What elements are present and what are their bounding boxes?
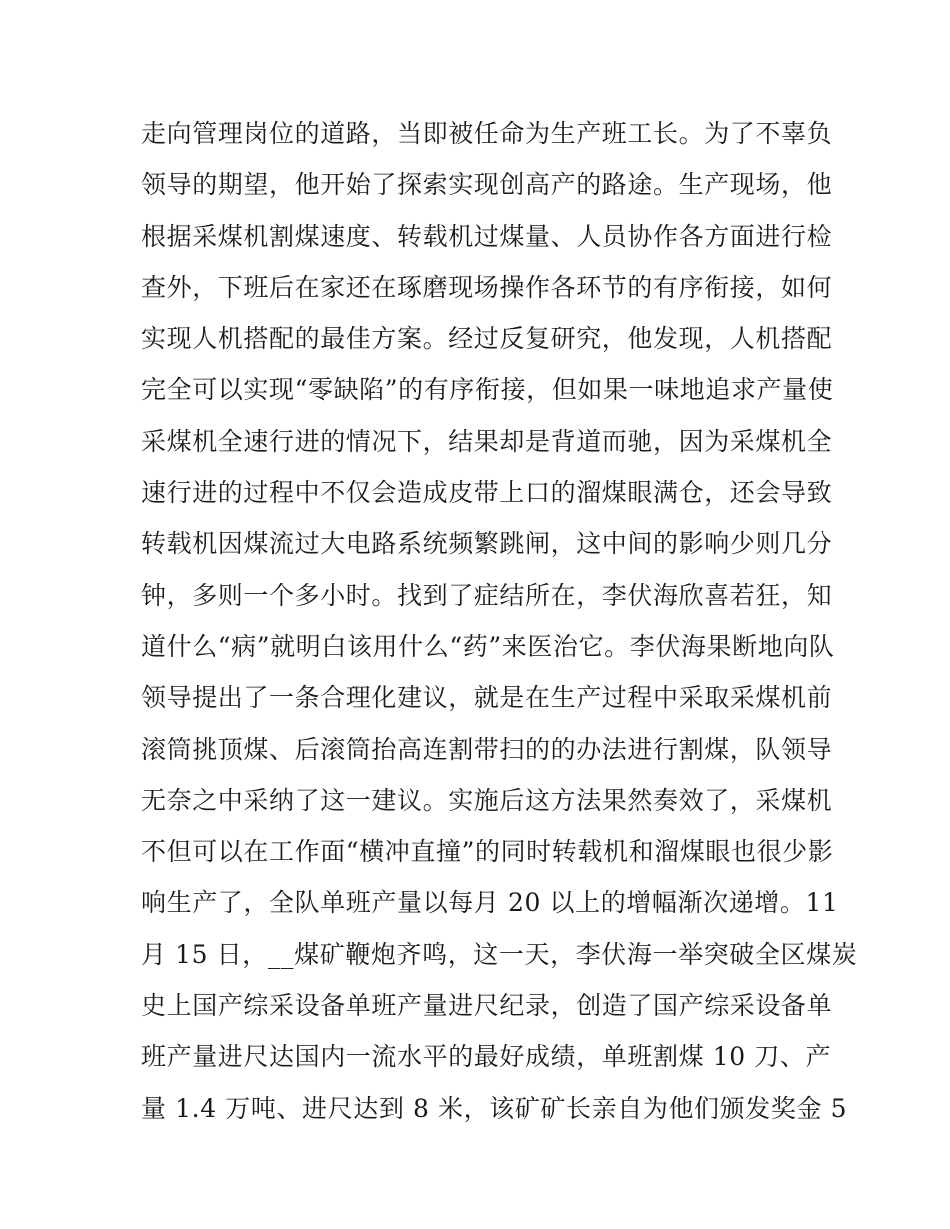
text-line-19: 班产量进尺达国内一流水平的最好成绩，单班割煤 10 刀、产 bbox=[141, 1042, 832, 1072]
text-line-8: 速行进的过程中不仅会造成皮带上口的溜煤眼满仓，还会导致 bbox=[141, 478, 833, 508]
text-line-15: 不但可以在工作面“横冲直撞”的同时转载机和溜煤眼也很少影 bbox=[141, 837, 834, 867]
text-line-4: 查外，下班后在家还在琢磨现场操作各环节的有序衔接，如何 bbox=[141, 272, 833, 302]
text-line-16: 响生产了，全队单班产量以每月 20 以上的增幅渐次递增。11 bbox=[141, 888, 839, 918]
text-line-9: 转载机因煤流过大电路系统频繁跳闸，这中间的影响少则几分 bbox=[141, 529, 833, 559]
text-line-6: 完全可以实现“零缺陷”的有序衔接，但如果一味地追求产量使 bbox=[141, 375, 834, 405]
text-line-14: 无奈之中采纳了这一建议。实施后这方法果然奏效了，采煤机 bbox=[141, 785, 833, 815]
text-line-7: 采煤机全速行进的情况下，结果却是背道而驰，因为采煤机全 bbox=[141, 426, 833, 456]
text-line-17: 月 15 日，__煤矿鞭炮齐鸣，这一天，李伏海一举突破全区煤炭 bbox=[141, 939, 858, 969]
text-line-11: 道什么“病”就明白该用什么“药”来医治它。李伏海果断地向队 bbox=[141, 631, 835, 661]
text-line-10: 钟，多则一个多小时。找到了症结所在，李伏海欣喜若狂，知 bbox=[141, 580, 833, 610]
text-line-2: 领导的期望，他开始了探索实现创高产的路途。生产现场，他 bbox=[141, 170, 833, 200]
text-line-3: 根据采煤机割煤速度、转载机过煤量、人员协作各方面进行检 bbox=[141, 221, 833, 251]
text-line-5: 实现人机搭配的最佳方案。经过反复研究，他发现，人机搭配 bbox=[141, 324, 833, 354]
text-line-20: 量 1.4 万吨、进尺达到 8 米，该矿矿长亲自为他们颁发奖金 5 bbox=[141, 1093, 848, 1123]
body-paragraph bbox=[141, 108, 858, 1134]
text-line-18: 史上国产综采设备单班产量进尺纪录，创造了国产综采设备单 bbox=[141, 991, 833, 1021]
text-line-13: 滚筒挑顶煤、后滚筒抬高连割带扫的的办法进行割煤，队领导 bbox=[141, 734, 833, 764]
text-line-12: 领导提出了一条合理化建议，就是在生产过程中采取采煤机前 bbox=[141, 683, 833, 713]
text-line-1: 走向管理岗位的道路，当即被任命为生产班工长。为了不辜负 bbox=[141, 119, 833, 148]
